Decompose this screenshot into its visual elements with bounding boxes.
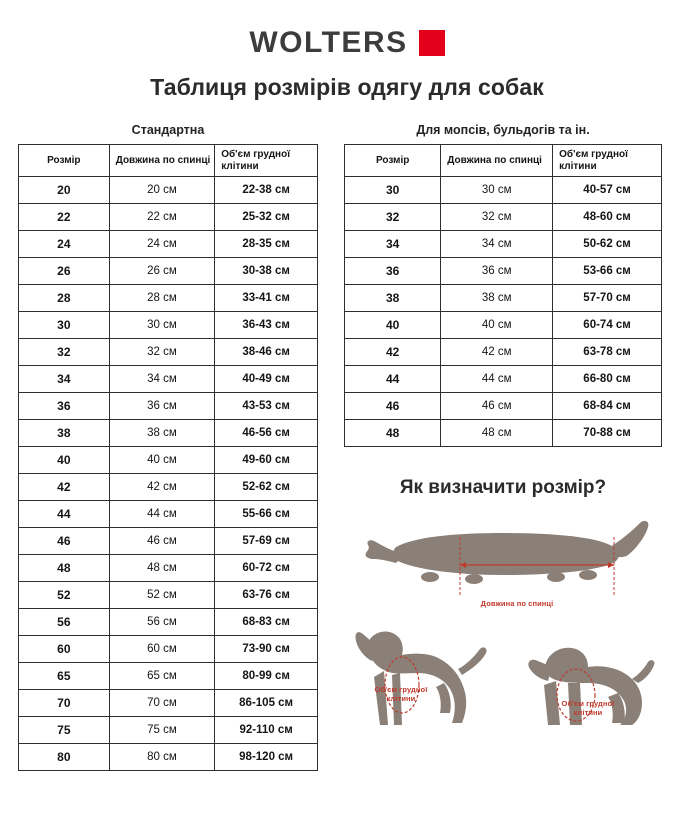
cell-chest-girth: 68-84 см xyxy=(553,393,662,420)
cell-chest-girth: 98-120 см xyxy=(215,744,318,771)
table-row xyxy=(345,285,662,312)
cell-size: 40 xyxy=(19,447,110,474)
cell-back-length: 36 см xyxy=(441,258,553,285)
cell-back-length: 30 см xyxy=(109,312,215,339)
standard-table-caption: Стандартна xyxy=(131,123,205,137)
table-row xyxy=(19,609,318,636)
table-row xyxy=(345,393,662,420)
table-row xyxy=(19,393,318,420)
page-title: Таблиця розмірів одягу для собак xyxy=(150,74,544,100)
column-header-chest-girth: Об'єм грудної клітини xyxy=(553,145,662,177)
cell-size: 34 xyxy=(19,366,110,393)
cell-chest-girth: 28-35 см xyxy=(215,231,318,258)
breeds-table-caption: Для мопсів, бульдогів та ін. xyxy=(416,123,590,137)
table-row xyxy=(345,231,662,258)
cell-back-length: 34 см xyxy=(441,231,553,258)
table-row xyxy=(19,339,318,366)
table-row xyxy=(19,204,318,231)
table-row xyxy=(19,312,318,339)
cell-back-length: 65 см xyxy=(109,663,215,690)
cell-back-length: 26 см xyxy=(109,258,215,285)
cell-back-length: 32 см xyxy=(441,204,553,231)
cell-size: 24 xyxy=(19,231,110,258)
cell-size: 48 xyxy=(345,420,441,447)
cell-chest-girth: 73-90 см xyxy=(215,636,318,663)
cell-chest-girth: 48-60 см xyxy=(553,204,662,231)
table-row xyxy=(19,690,318,717)
cell-chest-girth: 33-41 см xyxy=(215,285,318,312)
cell-back-length: 38 см xyxy=(441,285,553,312)
cell-size: 22 xyxy=(19,204,110,231)
cell-size: 46 xyxy=(19,528,110,555)
cell-back-length: 24 см xyxy=(109,231,215,258)
table-row xyxy=(345,258,662,285)
standard-size-table xyxy=(18,144,318,771)
table-row xyxy=(345,420,662,447)
cell-size: 65 xyxy=(19,663,110,690)
table-row xyxy=(19,501,318,528)
cell-size: 44 xyxy=(19,501,110,528)
breeds-size-table xyxy=(344,144,662,447)
table-row xyxy=(19,474,318,501)
column-header-size: Розмір xyxy=(345,145,441,177)
cell-back-length: 32 см xyxy=(109,339,215,366)
cell-size: 34 xyxy=(345,231,441,258)
cell-chest-girth: 80-99 см xyxy=(215,663,318,690)
table-row xyxy=(19,636,318,663)
brand-name: WOLTERS xyxy=(249,26,408,59)
red-square-logo-icon xyxy=(419,30,445,56)
cell-back-length: 46 см xyxy=(109,528,215,555)
cell-chest-girth: 50-62 см xyxy=(553,231,662,258)
table-row xyxy=(345,366,662,393)
standard-table-column xyxy=(18,123,318,773)
table-row xyxy=(19,663,318,690)
cell-size: 52 xyxy=(19,582,110,609)
cell-size: 38 xyxy=(345,285,441,312)
cell-chest-girth: 43-53 см xyxy=(215,393,318,420)
table-header-row xyxy=(19,145,318,177)
cell-back-length: 48 см xyxy=(441,420,553,447)
table-row xyxy=(19,231,318,258)
cell-chest-girth: 40-57 см xyxy=(553,177,662,204)
cell-back-length: 34 см xyxy=(109,366,215,393)
cell-chest-girth: 66-80 см xyxy=(553,366,662,393)
cell-back-length: 20 см xyxy=(109,177,215,204)
cell-back-length: 40 см xyxy=(441,312,553,339)
cell-size: 30 xyxy=(19,312,110,339)
cell-back-length: 42 см xyxy=(441,339,553,366)
cell-back-length: 56 см xyxy=(109,609,215,636)
cell-chest-girth: 49-60 см xyxy=(215,447,318,474)
cell-size: 48 xyxy=(19,555,110,582)
cell-chest-girth: 55-66 см xyxy=(215,501,318,528)
cell-chest-girth: 46-56 см xyxy=(215,420,318,447)
cell-size: 20 xyxy=(19,177,110,204)
content-columns xyxy=(0,123,694,773)
cell-back-length: 60 см xyxy=(109,636,215,663)
cell-chest-girth: 53-66 см xyxy=(553,258,662,285)
cell-chest-girth: 57-70 см xyxy=(553,285,662,312)
cell-chest-girth: 52-62 см xyxy=(215,474,318,501)
table-row xyxy=(345,204,662,231)
table-row xyxy=(19,420,318,447)
howto-title: Як визначити розмір? xyxy=(399,477,607,498)
table-row xyxy=(345,312,662,339)
table-row xyxy=(19,258,318,285)
cell-chest-girth: 40-49 см xyxy=(215,366,318,393)
measurement-figures xyxy=(344,503,662,773)
cell-back-length: 36 см xyxy=(109,393,215,420)
cell-chest-girth: 57-69 см xyxy=(215,528,318,555)
cell-size: 36 xyxy=(19,393,110,420)
cell-chest-girth: 68-83 см xyxy=(215,609,318,636)
column-header-chest-girth: Об'єм грудної клітини xyxy=(215,145,318,177)
cell-back-length: 75 см xyxy=(109,717,215,744)
cell-size: 70 xyxy=(19,690,110,717)
caption-chest-girth-left: Об'єм грудної клітини xyxy=(374,685,428,704)
cell-size: 42 xyxy=(345,339,441,366)
cell-size: 26 xyxy=(19,258,110,285)
cell-back-length: 44 см xyxy=(109,501,215,528)
table-row xyxy=(19,582,318,609)
cell-size: 60 xyxy=(19,636,110,663)
cell-chest-girth: 92-110 см xyxy=(215,717,318,744)
table-row xyxy=(19,366,318,393)
table-header-row xyxy=(345,145,662,177)
cell-size: 75 xyxy=(19,717,110,744)
table-row xyxy=(19,744,318,771)
cell-chest-girth: 63-78 см xyxy=(553,339,662,366)
cell-back-length: 40 см xyxy=(109,447,215,474)
cell-size: 38 xyxy=(19,420,110,447)
column-header-back-length: Довжина по спинці xyxy=(109,145,215,177)
table-row xyxy=(19,177,318,204)
cell-size: 44 xyxy=(345,366,441,393)
cell-back-length: 46 см xyxy=(441,393,553,420)
column-header-back-length: Довжина по спинці xyxy=(441,145,553,177)
table-row xyxy=(345,339,662,366)
cell-back-length: 44 см xyxy=(441,366,553,393)
cell-size: 28 xyxy=(19,285,110,312)
caption-back-length: Довжина по спинці xyxy=(480,599,554,608)
table-row xyxy=(19,285,318,312)
cell-back-length: 70 см xyxy=(109,690,215,717)
cell-size: 32 xyxy=(345,204,441,231)
cell-back-length: 22 см xyxy=(109,204,215,231)
cell-chest-girth: 60-74 см xyxy=(553,312,662,339)
cell-size: 30 xyxy=(345,177,441,204)
cell-back-length: 30 см xyxy=(441,177,553,204)
table-row xyxy=(19,447,318,474)
cell-chest-girth: 22-38 см xyxy=(215,177,318,204)
cell-size: 46 xyxy=(345,393,441,420)
caption-chest-girth-right: Об'єм грудної клітини xyxy=(561,699,615,718)
table-row xyxy=(19,555,318,582)
cell-chest-girth: 63-76 см xyxy=(215,582,318,609)
cell-size: 36 xyxy=(345,258,441,285)
cell-back-length: 52 см xyxy=(109,582,215,609)
cell-chest-girth: 30-38 см xyxy=(215,258,318,285)
cell-chest-girth: 70-88 см xyxy=(553,420,662,447)
cell-size: 40 xyxy=(345,312,441,339)
brand-header xyxy=(0,26,694,60)
column-header-size: Розмір xyxy=(19,145,110,177)
cell-size: 56 xyxy=(19,609,110,636)
cell-chest-girth: 25-32 см xyxy=(215,204,318,231)
cell-chest-girth: 60-72 см xyxy=(215,555,318,582)
cell-chest-girth: 38-46 см xyxy=(215,339,318,366)
cell-size: 80 xyxy=(19,744,110,771)
cell-back-length: 48 см xyxy=(109,555,215,582)
cell-size: 42 xyxy=(19,474,110,501)
table-row xyxy=(19,528,318,555)
cell-back-length: 42 см xyxy=(109,474,215,501)
size-chart-page xyxy=(0,26,694,826)
table-row xyxy=(345,177,662,204)
cell-back-length: 38 см xyxy=(109,420,215,447)
dog-side-top-view-icon xyxy=(344,503,662,613)
cell-size: 32 xyxy=(19,339,110,366)
breeds-table-column xyxy=(344,123,662,773)
table-row xyxy=(19,717,318,744)
cell-back-length: 80 см xyxy=(109,744,215,771)
cell-back-length: 28 см xyxy=(109,285,215,312)
cell-chest-girth: 86-105 см xyxy=(215,690,318,717)
cell-chest-girth: 36-43 см xyxy=(215,312,318,339)
